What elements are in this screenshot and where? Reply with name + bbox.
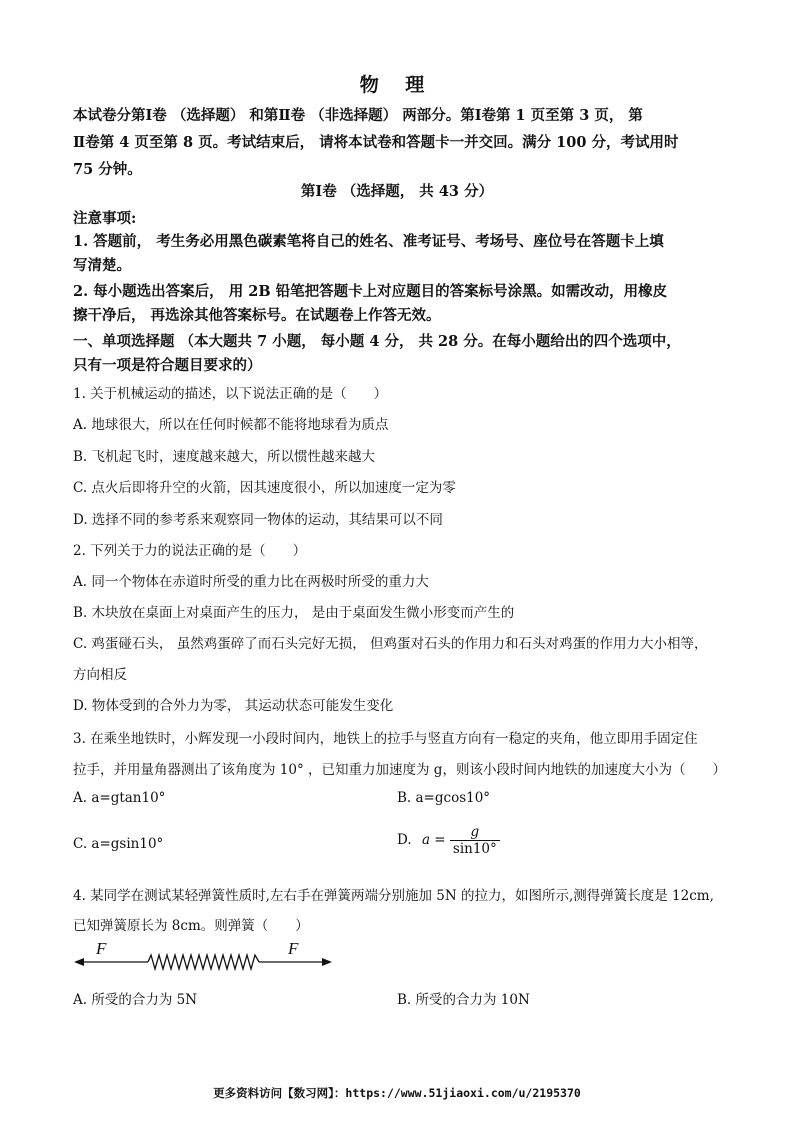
q2-option-b: B. 木块放在桌面上对桌面产生的压力， 是由于桌面发生微小形变而产生的 xyxy=(73,605,515,621)
left-arrow-head-icon xyxy=(74,958,84,966)
notice-line-3: 2. 每小题选出答案后， 用 2B 铅笔把答题卡上对应题目的答案标号涂黑。如需改动，用橡皮 xyxy=(73,283,668,300)
q3-option-d-lhs: a = xyxy=(421,832,446,848)
q2-option-c: C. 鸡蛋碰石头， 虽然鸡蛋碎了而石头完好无损， 但鸡蛋对石头的作用力和石头对鸡蛋的作用力大小相等， xyxy=(73,636,708,652)
fraction-numerator: g xyxy=(450,824,500,841)
fraction-denominator: sin10° xyxy=(452,841,497,857)
q4-stem-line-2: 已知弹簧原长为 8cm。则弹簧（ ） xyxy=(73,918,309,934)
q3-option-d-fraction xyxy=(450,824,500,857)
footer-link[interactable]: 更多资料访问【数习网】：https://www.51jiaoxi.com/u/2195370 xyxy=(213,1086,581,1100)
intro-line-3: 75 分钟。 xyxy=(73,161,142,178)
spring-figure xyxy=(70,938,335,978)
right-arrow-head-icon xyxy=(322,958,332,966)
q3-option-a: A. a=gtan10° xyxy=(73,790,166,806)
q2-stem: 2. 下列关于力的说法正确的是（ ） xyxy=(73,543,307,559)
right-force-label: F xyxy=(288,939,299,958)
q1-stem: 1. 关于机械运动的描述，以下说法正确的是（ ） xyxy=(73,386,388,402)
q3-stem-line-1: 3. 在乘坐地铁时，小辉发现一小段时间内，地铁上的拉手与竖直方向有一稳定的夹角，他立即用手固定住 xyxy=(73,731,698,747)
spring-diagram xyxy=(70,938,335,978)
intro-line-1: 本试卷分第Ⅰ卷 （选择题） 和第Ⅱ卷 （非选择题） 两部分。第Ⅰ卷第 1 页至第 3 页， 第 xyxy=(73,107,643,124)
q1-option-c: C. 点火后即将升空的火箭，因其速度很小，所以加速度一定为零 xyxy=(73,480,456,496)
part-line-1: 一、单项选择题 （本大题共 7 小题， 每小题 4 分， 共 28 分。在每小题给出的四个选项中， xyxy=(73,333,681,350)
q3-option-d-prefix: D. xyxy=(397,832,412,848)
q4-option-b: B. 所受的合力为 10N xyxy=(397,992,530,1008)
q4-stem-line-1: 4. 某同学在测试某轻弹簧性质时,左右手在弹簧两端分别施加 5N 的拉力，如图所示,测得弹簧长度是 12cm, xyxy=(73,888,714,904)
notice-heading: 注意事项: xyxy=(73,210,137,227)
q4-option-a: A. 所受的合力为 5N xyxy=(73,992,198,1008)
q2-option-c-cont: 方向相反 xyxy=(73,667,127,683)
part-line-2: 只有一项是符合题目要求的） xyxy=(73,357,262,374)
q3-option-b: B. a=gcos10° xyxy=(397,790,491,806)
q2-option-a: A. 同一个物体在赤道时所受的重力比在两极时所受的重力大 xyxy=(73,574,429,590)
q2-option-d: D. 物体受到的合外力为零， 其运动状态可能发生变化 xyxy=(73,698,394,714)
q1-option-a: A. 地球很大，所以在任何时候都不能将地球看为质点 xyxy=(73,417,389,433)
intro-line-2: Ⅱ卷第 4 页至第 8 页。考试结束后， 请将本试卷和答题卡一并交回。满分 100 分，考试用时 xyxy=(73,134,679,151)
q1-option-d: D. 选择不同的参考系来观察同一物体的运动，其结果可以不同 xyxy=(73,512,443,528)
q1-option-b: B. 飞机起飞时，速度越来越大，所以惯性越来越大 xyxy=(73,449,376,465)
notice-line-4: 擦干净后， 再选涂其他答案标号。在试题卷上作答无效。 xyxy=(73,307,441,324)
notice-line-1: 1. 答题前， 考生务必用黑色碳素笔将自己的姓名、准考证号、考场号、座位号在答题卡上填 xyxy=(73,233,664,250)
spring-coil xyxy=(148,955,259,969)
section-heading: 第Ⅰ卷 （选择题， 共 43 分） xyxy=(300,183,494,200)
q3-option-c: C. a=gsin10° xyxy=(73,836,164,852)
left-force-label: F xyxy=(96,939,107,958)
q3-option-d xyxy=(397,824,500,857)
q3-stem-line-2: 拉手，并用量角器测出了该角度为 10° ，已知重力加速度为 g，则该小段时间内地铁的加速度大小为（ ） xyxy=(73,762,726,778)
page-title: 物 理 xyxy=(359,74,435,96)
notice-line-2: 写清楚。 xyxy=(73,257,131,274)
